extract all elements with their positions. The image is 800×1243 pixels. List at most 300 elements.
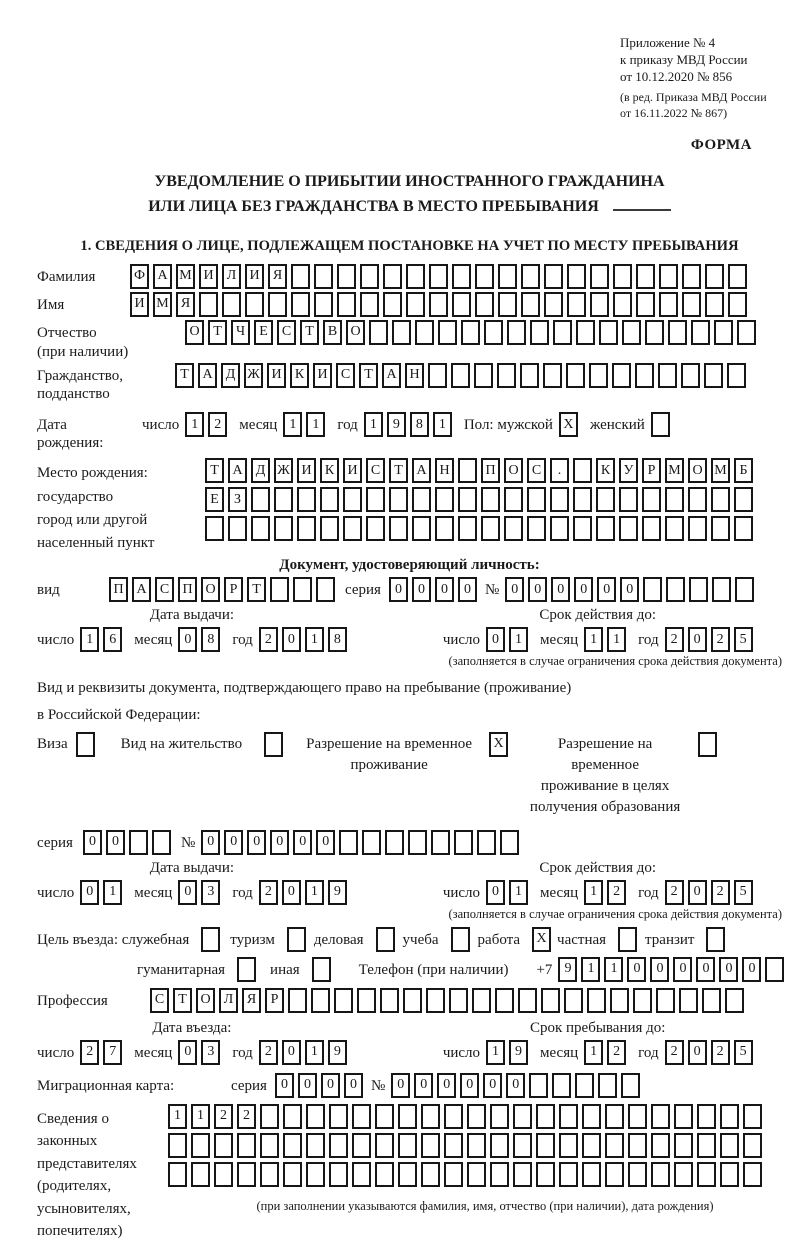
char-box[interactable]: 0 [321,1073,340,1098]
char-box[interactable] [429,292,448,317]
char-box[interactable] [306,1133,325,1158]
char-box[interactable] [688,487,707,512]
char-box[interactable] [697,1133,716,1158]
char-box[interactable] [288,988,307,1013]
char-box[interactable] [415,320,434,345]
char-box[interactable] [725,988,744,1013]
char-box[interactable] [406,264,425,289]
char-box[interactable]: 1 [80,627,99,652]
char-box[interactable]: Т [300,320,319,345]
char-box[interactable] [590,264,609,289]
char-box[interactable]: 6 [103,627,122,652]
char-box[interactable] [674,1104,693,1129]
char-box[interactable]: С [155,577,174,602]
char-box[interactable]: Т [205,458,224,483]
char-box[interactable] [665,516,684,541]
char-box[interactable]: 5 [734,880,753,905]
char-box[interactable] [260,1104,279,1129]
char-box[interactable]: 0 [282,627,301,652]
char-box[interactable] [421,1104,440,1129]
char-box[interactable]: А [153,264,172,289]
char-box[interactable]: 9 [328,1040,347,1065]
purpose-humanitarian-checkbox[interactable] [237,957,256,982]
char-box[interactable] [352,1104,371,1129]
char-box[interactable] [529,1073,548,1098]
char-box[interactable] [679,988,698,1013]
char-box[interactable]: 0 [486,627,505,652]
char-box[interactable] [398,1133,417,1158]
char-box[interactable]: 1 [584,880,603,905]
char-box[interactable] [498,264,517,289]
char-box[interactable] [380,988,399,1013]
char-box[interactable]: И [267,363,286,388]
char-box[interactable]: 0 [627,957,646,982]
char-box[interactable] [222,292,241,317]
char-box[interactable] [734,487,753,512]
char-box[interactable] [507,320,526,345]
char-box[interactable] [383,292,402,317]
char-box[interactable] [495,988,514,1013]
char-box[interactable] [613,264,632,289]
char-box[interactable] [681,363,700,388]
char-box[interactable]: М [176,264,195,289]
char-box[interactable]: 0 [528,577,547,602]
char-box[interactable] [360,292,379,317]
char-box[interactable] [576,320,595,345]
char-box[interactable]: 0 [80,880,99,905]
char-box[interactable]: 0 [551,577,570,602]
char-box[interactable]: С [527,458,546,483]
char-box[interactable] [727,363,746,388]
char-box[interactable]: П [481,458,500,483]
char-box[interactable] [659,292,678,317]
char-box[interactable] [513,1162,532,1187]
char-box[interactable]: Ч [231,320,250,345]
char-box[interactable] [297,487,316,512]
char-box[interactable] [605,1133,624,1158]
char-box[interactable]: 2 [665,880,684,905]
char-box[interactable]: И [313,363,332,388]
char-box[interactable] [651,1133,670,1158]
char-box[interactable]: 0 [597,577,616,602]
rvp-checkbox[interactable]: X [489,732,508,757]
char-box[interactable]: 8 [201,627,220,652]
char-box[interactable] [398,1104,417,1129]
char-box[interactable]: 1 [191,1104,210,1129]
char-box[interactable] [651,1162,670,1187]
char-box[interactable]: Ж [274,458,293,483]
char-box[interactable] [334,988,353,1013]
char-box[interactable]: 0 [178,880,197,905]
char-box[interactable]: А [412,458,431,483]
char-box[interactable] [490,1104,509,1129]
rvp-edu-checkbox[interactable] [698,732,717,757]
char-box[interactable] [426,988,445,1013]
char-box[interactable]: 2 [711,880,730,905]
char-box[interactable] [513,1104,532,1129]
char-box[interactable] [168,1133,187,1158]
char-box[interactable] [735,577,754,602]
char-box[interactable]: Ф [130,264,149,289]
char-box[interactable]: И [297,458,316,483]
char-box[interactable]: И [199,264,218,289]
char-box[interactable]: 2 [711,1040,730,1065]
char-box[interactable] [743,1133,762,1158]
char-box[interactable] [461,320,480,345]
char-box[interactable]: О [688,458,707,483]
char-box[interactable] [458,516,477,541]
char-box[interactable]: А [228,458,247,483]
char-box[interactable] [728,264,747,289]
char-box[interactable] [452,292,471,317]
char-box[interactable]: 0 [505,577,524,602]
char-box[interactable] [343,487,362,512]
char-box[interactable] [385,830,404,855]
char-box[interactable] [497,363,516,388]
char-box[interactable] [621,1073,640,1098]
char-box[interactable] [590,292,609,317]
char-box[interactable] [589,363,608,388]
char-box[interactable]: 0 [201,830,220,855]
char-box[interactable]: К [320,458,339,483]
char-box[interactable]: К [290,363,309,388]
char-box[interactable] [500,830,519,855]
char-box[interactable]: 0 [437,1073,456,1098]
purpose-tourism-checkbox[interactable] [287,927,306,952]
char-box[interactable] [743,1104,762,1129]
char-box[interactable]: С [366,458,385,483]
char-box[interactable] [702,988,721,1013]
char-box[interactable] [314,264,333,289]
char-box[interactable]: Р [224,577,243,602]
char-box[interactable] [582,1104,601,1129]
char-box[interactable] [711,516,730,541]
char-box[interactable] [444,1104,463,1129]
char-box[interactable] [564,988,583,1013]
char-box[interactable] [714,320,733,345]
char-box[interactable] [472,988,491,1013]
char-box[interactable] [582,1133,601,1158]
char-box[interactable] [352,1133,371,1158]
char-box[interactable] [573,516,592,541]
char-box[interactable] [366,487,385,512]
purpose-study-checkbox[interactable] [451,927,470,952]
char-box[interactable] [291,292,310,317]
char-box[interactable] [237,1162,256,1187]
char-box[interactable]: 1 [509,627,528,652]
char-box[interactable] [191,1162,210,1187]
char-box[interactable]: 1 [364,412,383,437]
char-box[interactable] [152,830,171,855]
char-box[interactable]: Ж [244,363,263,388]
char-box[interactable]: 2 [214,1104,233,1129]
char-box[interactable] [306,1104,325,1129]
char-box[interactable] [628,1162,647,1187]
char-box[interactable]: Т [359,363,378,388]
char-box[interactable] [260,1133,279,1158]
char-box[interactable]: 0 [83,830,102,855]
char-box[interactable]: О [196,988,215,1013]
purpose-transit-checkbox[interactable] [706,927,725,952]
char-box[interactable] [642,516,661,541]
char-box[interactable] [642,487,661,512]
char-box[interactable] [704,363,723,388]
char-box[interactable] [168,1162,187,1187]
char-box[interactable]: 0 [247,830,266,855]
char-box[interactable]: 0 [344,1073,363,1098]
char-box[interactable] [559,1162,578,1187]
residence-permit-checkbox[interactable] [264,732,283,757]
char-box[interactable] [674,1162,693,1187]
char-box[interactable]: 0 [673,957,692,982]
char-box[interactable] [575,1073,594,1098]
char-box[interactable] [527,487,546,512]
char-box[interactable]: 2 [665,1040,684,1065]
char-box[interactable] [360,264,379,289]
char-box[interactable] [270,577,289,602]
char-box[interactable]: 0 [178,627,197,652]
char-box[interactable] [651,1104,670,1129]
char-box[interactable] [737,320,756,345]
char-box[interactable]: 9 [328,880,347,905]
char-box[interactable]: 9 [387,412,406,437]
char-box[interactable] [536,1133,555,1158]
char-box[interactable] [329,1104,348,1129]
char-box[interactable] [665,487,684,512]
purpose-private-checkbox[interactable] [618,927,637,952]
char-box[interactable]: 0 [106,830,125,855]
char-box[interactable]: Т [175,363,194,388]
char-box[interactable] [705,292,724,317]
female-checkbox[interactable] [651,412,670,437]
char-box[interactable] [566,363,585,388]
char-box[interactable] [339,830,358,855]
char-box[interactable]: Я [176,292,195,317]
char-box[interactable]: 0 [574,577,593,602]
char-box[interactable] [490,1162,509,1187]
char-box[interactable] [484,320,503,345]
char-box[interactable]: 0 [316,830,335,855]
char-box[interactable] [734,516,753,541]
char-box[interactable] [375,1162,394,1187]
char-box[interactable] [628,1104,647,1129]
char-box[interactable] [610,988,629,1013]
char-box[interactable] [682,264,701,289]
char-box[interactable]: С [277,320,296,345]
char-box[interactable] [435,516,454,541]
char-box[interactable] [421,1133,440,1158]
char-box[interactable]: 2 [711,627,730,652]
char-box[interactable]: 1 [584,627,603,652]
char-box[interactable]: 2 [80,1040,99,1065]
char-box[interactable] [728,292,747,317]
char-box[interactable] [688,516,707,541]
char-box[interactable]: 8 [410,412,429,437]
char-box[interactable]: 0 [298,1073,317,1098]
char-box[interactable]: Я [242,988,261,1013]
char-box[interactable]: 5 [734,1040,753,1065]
char-box[interactable] [622,320,641,345]
char-box[interactable]: Н [435,458,454,483]
char-box[interactable]: 1 [509,880,528,905]
char-box[interactable]: 0 [391,1073,410,1098]
char-box[interactable] [251,516,270,541]
char-box[interactable] [612,363,631,388]
char-box[interactable] [392,320,411,345]
char-box[interactable] [520,363,539,388]
char-box[interactable] [458,458,477,483]
char-box[interactable] [697,1104,716,1129]
char-box[interactable] [320,516,339,541]
purpose-work-checkbox[interactable]: X [532,927,551,952]
char-box[interactable]: В [323,320,342,345]
char-box[interactable] [412,487,431,512]
char-box[interactable] [245,292,264,317]
char-box[interactable] [329,1133,348,1158]
char-box[interactable]: 2 [259,627,278,652]
char-box[interactable] [573,487,592,512]
char-box[interactable] [504,487,523,512]
char-box[interactable] [408,830,427,855]
purpose-official-checkbox[interactable] [201,927,220,952]
char-box[interactable]: И [343,458,362,483]
char-box[interactable]: П [109,577,128,602]
char-box[interactable] [251,487,270,512]
char-box[interactable]: 0 [458,577,477,602]
char-box[interactable] [375,1104,394,1129]
char-box[interactable] [596,487,615,512]
char-box[interactable]: О [201,577,220,602]
char-box[interactable] [214,1162,233,1187]
char-box[interactable]: Л [219,988,238,1013]
char-box[interactable] [451,363,470,388]
char-box[interactable]: 0 [688,880,707,905]
char-box[interactable] [477,830,496,855]
char-box[interactable] [398,1162,417,1187]
char-box[interactable] [527,516,546,541]
char-box[interactable]: 0 [486,880,505,905]
char-box[interactable]: 7 [103,1040,122,1065]
char-box[interactable] [573,458,592,483]
char-box[interactable]: Т [247,577,266,602]
char-box[interactable]: 1 [584,1040,603,1065]
char-box[interactable] [429,264,448,289]
char-box[interactable] [635,363,654,388]
char-box[interactable] [682,292,701,317]
char-box[interactable]: О [504,458,523,483]
char-box[interactable]: 9 [509,1040,528,1065]
char-box[interactable] [428,363,447,388]
char-box[interactable] [567,264,586,289]
char-box[interactable] [498,292,517,317]
char-box[interactable]: 1 [305,1040,324,1065]
char-box[interactable]: А [132,577,151,602]
purpose-business-checkbox[interactable] [376,927,395,952]
visa-checkbox[interactable] [76,732,95,757]
char-box[interactable]: К [596,458,615,483]
char-box[interactable]: Б [734,458,753,483]
char-box[interactable] [314,292,333,317]
char-box[interactable] [237,1133,256,1158]
char-box[interactable] [475,292,494,317]
char-box[interactable]: 5 [734,627,753,652]
char-box[interactable]: Н [405,363,424,388]
char-box[interactable] [449,988,468,1013]
char-box[interactable]: 1 [305,627,324,652]
char-box[interactable]: Т [389,458,408,483]
char-box[interactable] [553,320,572,345]
char-box[interactable] [659,264,678,289]
char-box[interactable] [691,320,710,345]
char-box[interactable]: 0 [414,1073,433,1098]
char-box[interactable] [283,1133,302,1158]
char-box[interactable]: С [336,363,355,388]
char-box[interactable]: А [198,363,217,388]
char-box[interactable] [643,577,662,602]
char-box[interactable]: 2 [259,880,278,905]
char-box[interactable]: 0 [282,1040,301,1065]
char-box[interactable] [567,292,586,317]
char-box[interactable]: 2 [607,880,626,905]
char-box[interactable]: М [711,458,730,483]
char-box[interactable] [613,292,632,317]
char-box[interactable]: 0 [688,627,707,652]
char-box[interactable] [452,264,471,289]
char-box[interactable]: . [550,458,569,483]
char-box[interactable] [337,264,356,289]
char-box[interactable] [329,1162,348,1187]
purpose-other-checkbox[interactable] [312,957,331,982]
char-box[interactable]: 1 [168,1104,187,1129]
char-box[interactable] [605,1104,624,1129]
char-box[interactable]: 0 [178,1040,197,1065]
char-box[interactable] [559,1133,578,1158]
char-box[interactable]: 1 [103,880,122,905]
char-box[interactable]: П [178,577,197,602]
char-box[interactable] [383,264,402,289]
char-box[interactable]: А [382,363,401,388]
char-box[interactable] [274,487,293,512]
char-box[interactable] [530,320,549,345]
char-box[interactable] [521,292,540,317]
char-box[interactable]: 1 [581,957,600,982]
char-box[interactable] [550,487,569,512]
char-box[interactable] [559,1104,578,1129]
char-box[interactable]: С [150,988,169,1013]
char-box[interactable]: 1 [486,1040,505,1065]
char-box[interactable] [543,363,562,388]
char-box[interactable] [720,1162,739,1187]
char-box[interactable]: 0 [620,577,639,602]
char-box[interactable]: 0 [742,957,761,982]
char-box[interactable] [283,1104,302,1129]
char-box[interactable] [311,988,330,1013]
char-box[interactable]: 0 [224,830,243,855]
char-box[interactable]: О [346,320,365,345]
char-box[interactable] [658,363,677,388]
char-box[interactable]: Е [254,320,273,345]
char-box[interactable]: 0 [270,830,289,855]
char-box[interactable] [636,292,655,317]
char-box[interactable] [283,1162,302,1187]
char-box[interactable] [552,1073,571,1098]
char-box[interactable] [596,516,615,541]
char-box[interactable] [474,363,493,388]
char-box[interactable]: 0 [435,577,454,602]
char-box[interactable] [274,516,293,541]
char-box[interactable] [550,516,569,541]
char-box[interactable] [431,830,450,855]
